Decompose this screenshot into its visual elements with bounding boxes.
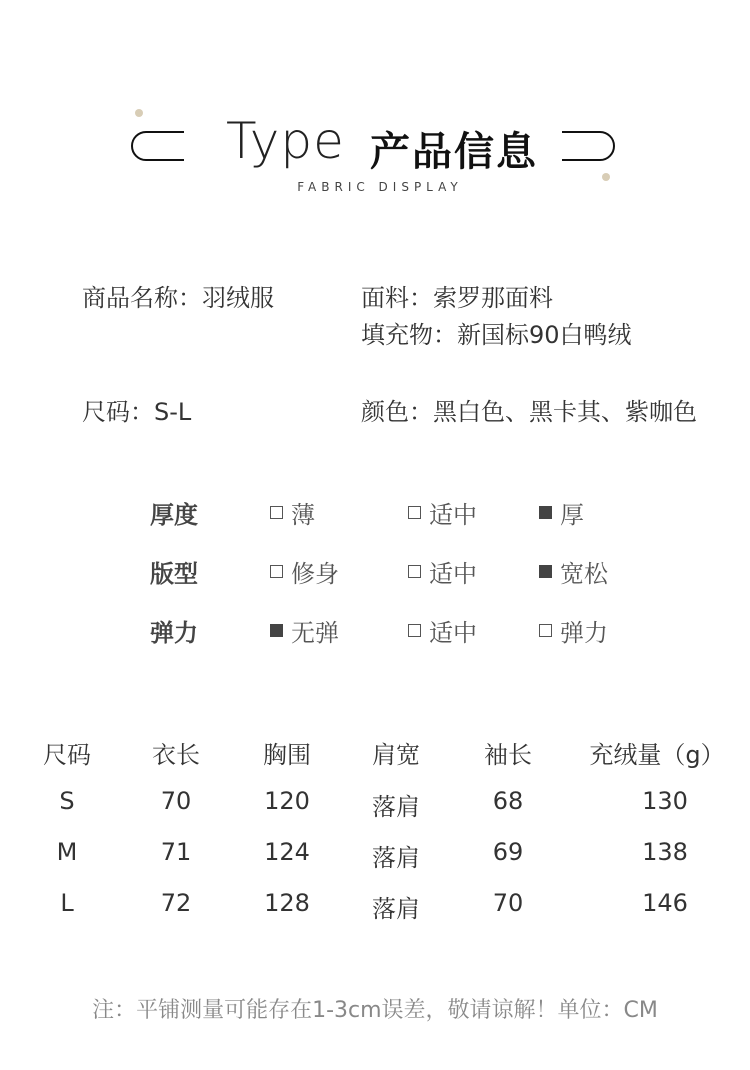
table-cell: 120 bbox=[264, 787, 310, 815]
checkbox-empty-icon bbox=[539, 624, 552, 637]
table-cell: 130 bbox=[642, 787, 688, 815]
table-cell: 68 bbox=[492, 787, 524, 815]
table-cell: 72 bbox=[160, 889, 192, 917]
table-header: 肩宽 bbox=[372, 741, 420, 769]
attr-option: 适中 bbox=[408, 613, 477, 648]
measurement-note: 注：平铺测量可能存在1-3cm误差，敬请谅解！单位：CM bbox=[92, 998, 658, 1023]
attr-option: 适中 bbox=[408, 554, 477, 589]
table-cell: L bbox=[60, 889, 74, 917]
checkbox-empty-icon bbox=[408, 506, 421, 519]
table-cell: 71 bbox=[160, 838, 192, 866]
attr-option: 修身 bbox=[270, 554, 339, 589]
checkbox-empty-icon bbox=[408, 624, 421, 637]
attr-option: 宽松 bbox=[539, 554, 608, 589]
attr-option: 适中 bbox=[408, 495, 477, 530]
table-header: 尺码 bbox=[43, 741, 91, 769]
table-cell: 128 bbox=[264, 889, 310, 917]
table-cell: 落肩 bbox=[372, 793, 420, 821]
attr-label-fit: 版型 bbox=[150, 560, 198, 588]
fabric-info: 面料：索罗那面料 bbox=[361, 284, 553, 312]
attr-label-thickness: 厚度 bbox=[150, 501, 198, 529]
checkbox-empty-icon bbox=[408, 565, 421, 578]
table-cell: 落肩 bbox=[372, 844, 420, 872]
attr-label-elasticity: 弹力 bbox=[150, 619, 198, 647]
checkbox-filled-icon bbox=[270, 624, 283, 637]
table-cell: 124 bbox=[264, 838, 310, 866]
title-chinese: 产品信息 bbox=[370, 129, 538, 175]
attr-option: 弹力 bbox=[539, 613, 608, 648]
attr-option: 无弹 bbox=[270, 613, 339, 648]
checkbox-empty-icon bbox=[270, 506, 283, 519]
right-bracket-ornament bbox=[558, 128, 618, 164]
checkbox-filled-icon bbox=[539, 506, 552, 519]
table-cell: 146 bbox=[642, 889, 688, 917]
table-header: 衣长 bbox=[152, 741, 200, 769]
filling-info: 填充物：新国标90白鸭绒 bbox=[361, 321, 632, 349]
table-header: 袖长 bbox=[484, 741, 532, 769]
color-options: 颜色：黑白色、黑卡其、紫咖色 bbox=[361, 398, 697, 426]
decoration-dot bbox=[135, 109, 143, 117]
table-cell: S bbox=[59, 787, 75, 815]
table-cell: 落肩 bbox=[372, 895, 420, 923]
table-header: 充绒量（g） bbox=[589, 741, 725, 769]
table-cell: 138 bbox=[642, 838, 688, 866]
size-range: 尺码：S-L bbox=[82, 398, 192, 426]
table-header: 胸围 bbox=[263, 741, 311, 769]
checkbox-empty-icon bbox=[270, 565, 283, 578]
left-bracket-ornament bbox=[128, 128, 188, 164]
attr-option: 厚 bbox=[539, 495, 584, 530]
product-name: 商品名称：羽绒服 bbox=[82, 284, 274, 312]
table-cell: M bbox=[56, 838, 78, 866]
table-cell: 69 bbox=[492, 838, 524, 866]
title-english: Type bbox=[226, 112, 345, 170]
checkbox-filled-icon bbox=[539, 565, 552, 578]
attr-option: 薄 bbox=[270, 495, 315, 530]
table-cell: 70 bbox=[160, 787, 192, 815]
subtitle: FABRIC DISPLAY bbox=[297, 180, 463, 194]
table-cell: 70 bbox=[492, 889, 524, 917]
